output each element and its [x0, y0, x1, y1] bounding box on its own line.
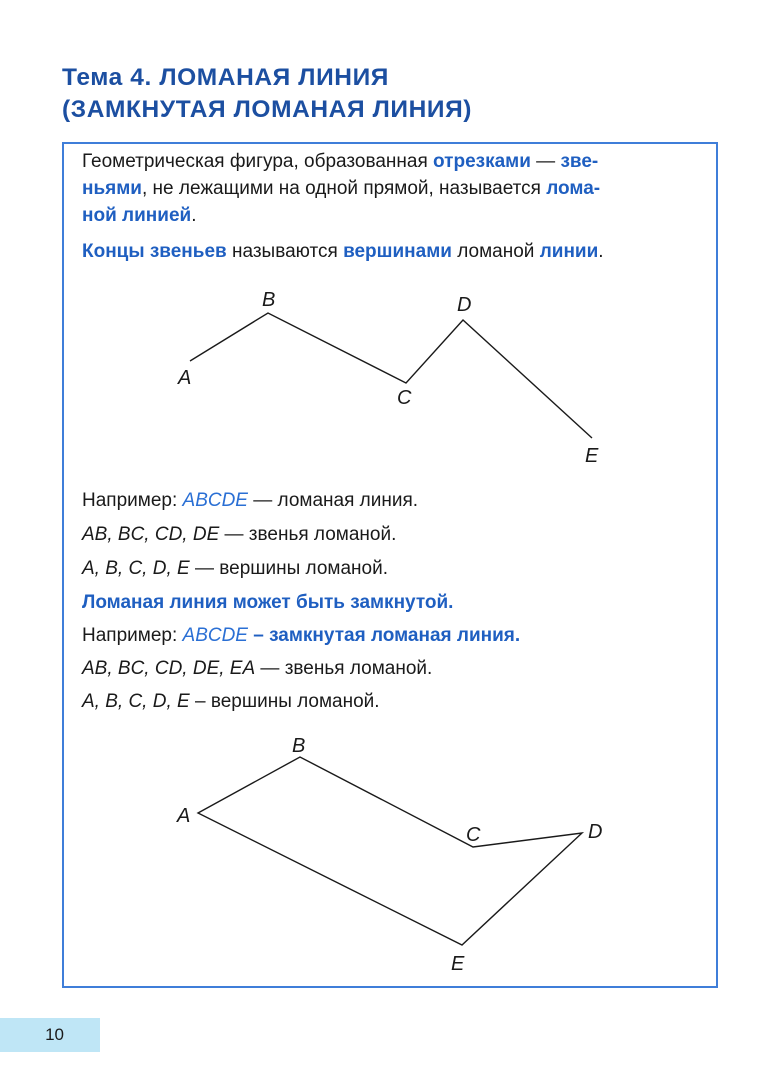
- definition-text-2: , не лежащими на одной прямой, называется: [141, 178, 547, 199]
- vertices-suffix: – вершины ломаной.: [189, 691, 380, 712]
- example-open: [82, 484, 418, 586]
- page-number: 10: [0, 1018, 100, 1052]
- term-links-end: ньями: [82, 178, 142, 199]
- vertex-label-c: C: [397, 387, 412, 409]
- vertex-label-e: E: [451, 953, 465, 975]
- closed-statement: Ломаная линия может быть замкнутой.: [82, 592, 454, 613]
- example-prefix: Например:: [82, 490, 183, 511]
- example-prefix: Например:: [82, 625, 183, 646]
- term-line: линии: [539, 241, 599, 262]
- polyline-name: ABCDE: [182, 625, 248, 646]
- vertex-label-b: B: [262, 289, 276, 311]
- open-polyline: [190, 313, 592, 438]
- polyline-name: ABCDE: [182, 490, 248, 511]
- vertex-label-c: C: [466, 824, 481, 846]
- links-list: AB, BC, CD, DE, EA: [82, 658, 256, 679]
- closed-polyline: [198, 757, 582, 945]
- period: .: [598, 241, 604, 262]
- term-links-start: зве-: [560, 151, 599, 172]
- example-closed: [82, 586, 520, 718]
- text: ломаной: [451, 241, 540, 262]
- vertices-suffix: — вершины ломаной.: [189, 558, 389, 579]
- term-polyline-start: лома-: [546, 178, 601, 199]
- term-segments: отрезками: [433, 151, 531, 172]
- links-list: AB, BC, CD, DE: [82, 524, 220, 545]
- vertex-label-d: D: [457, 294, 472, 316]
- term-link-ends: Концы звеньев: [82, 241, 227, 262]
- vertices-list: A, B, C, D, E: [82, 691, 190, 712]
- closed-suffix: – замкнутая ломаная линия.: [247, 625, 521, 646]
- term-polyline-end: ной линией: [82, 205, 192, 226]
- title-line-2: (ЗАМКНУТАЯ ЛОМАНАЯ ЛИНИЯ): [62, 96, 473, 123]
- links-suffix: — звенья ломаной.: [219, 524, 397, 545]
- vertex-label-e: E: [585, 445, 599, 467]
- text: называются: [226, 241, 344, 262]
- links-suffix: — звенья ломаной.: [255, 658, 433, 679]
- vertices-list: A, B, C, D, E: [82, 558, 190, 579]
- vertex-label-b: B: [292, 735, 306, 757]
- dash: —: [530, 151, 561, 172]
- title-line-1: Тема 4. ЛОМАНАЯ ЛИНИЯ: [62, 64, 389, 91]
- vertex-label-a: A: [178, 367, 192, 389]
- example-suffix: — ломаная линия.: [247, 490, 419, 511]
- definition-text: Геометрическая фигура, образованная: [82, 151, 434, 172]
- term-vertices: вершинами: [343, 241, 452, 262]
- period: .: [191, 205, 197, 226]
- vertex-label-d: D: [588, 821, 603, 843]
- vertex-label-a: A: [177, 805, 191, 827]
